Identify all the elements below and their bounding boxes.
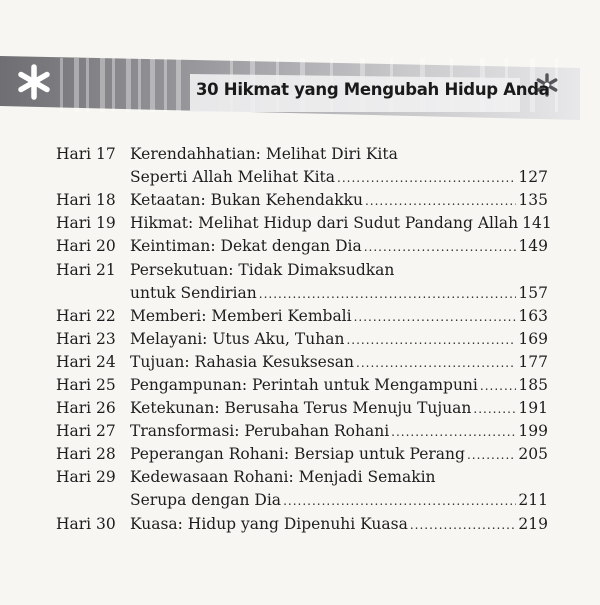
toc-title-line: [130, 235, 548, 257]
page-header-title: 30 Hikmat yang Mengubah Hidup Anda: [196, 80, 550, 99]
toc-title-text: Peperangan Rohani: Bersiap untuk Perang: [130, 445, 465, 464]
dot-leader: [356, 352, 516, 374]
toc-title-text: Pengampunan: Perintah untuk Mengampuni: [130, 376, 478, 394]
toc-page-number: 169: [518, 329, 548, 348]
toc-title-line: [130, 166, 548, 188]
toc-title-text: Transformasi: Perubahan Rohani: [130, 422, 390, 441]
toc-title-line: [130, 374, 548, 396]
toc-page-number: 177: [518, 352, 548, 371]
toc-title-line: [130, 513, 548, 535]
dot-leader: [467, 444, 516, 466]
toc-day-label: Hari 27: [56, 422, 116, 441]
toc-page-number: 163: [518, 306, 548, 325]
toc-day-label: Hari 28: [56, 445, 116, 464]
toc-title-text: untuk Sendirian: [130, 283, 257, 302]
toc-title-line: [130, 489, 548, 511]
dot-leader: [337, 167, 516, 189]
toc-day-label: Hari 24: [56, 352, 116, 371]
toc-day-label: Hari 30: [56, 514, 116, 533]
toc-day-label: Hari 20: [56, 237, 116, 256]
toc-day-label: Hari 19: [56, 214, 116, 233]
toc-page-number: 185: [518, 376, 548, 394]
toc-title-text: Kedewasaan Rohani: Menjadi Semakin: [130, 468, 436, 487]
dot-leader: [365, 190, 516, 212]
toc-page-number: 211: [518, 491, 548, 510]
toc-title-text: Hikmat: Melihat Hidup dari Sudut Pandang Allah: [130, 214, 519, 233]
toc-title-line: [130, 351, 548, 373]
toc-title-line: [130, 212, 552, 234]
toc-day-label: Hari 18: [56, 191, 116, 210]
toc-page-number: 127: [518, 168, 548, 187]
toc-title-line: [130, 305, 548, 327]
toc-page-number: 149: [518, 237, 548, 256]
toc-title-text: Serupa dengan Dia: [130, 491, 282, 510]
toc-page-number: 157: [518, 283, 548, 302]
dot-leader: [354, 306, 517, 328]
toc-day-label: Hari 23: [56, 329, 116, 348]
toc-day-label: Hari 25: [56, 376, 116, 394]
toc-title-text: Melayani: Utus Aku, Tuhan: [130, 329, 345, 348]
toc-day-label: Hari 17: [56, 145, 116, 163]
toc-title-line: [130, 420, 548, 442]
toc-title-line-continued: [130, 143, 548, 165]
dot-leader: [391, 421, 516, 443]
toc-day-label: Hari 21: [56, 260, 116, 279]
dot-leader: [346, 329, 516, 351]
dot-leader: [364, 236, 517, 258]
toc-day-label: Hari 26: [56, 399, 116, 418]
toc-title-text: Ketekunan: Berusaha Terus Menuju Tujuan: [130, 399, 472, 418]
toc-page-number: 199: [518, 422, 548, 441]
toc-page-number: 219: [518, 514, 548, 533]
dot-leader: [259, 283, 517, 305]
toc-day-label: Hari 29: [56, 468, 116, 487]
toc-page-number: 205: [518, 445, 548, 464]
toc-title-text: Kerendahhatian: Melihat Diri Kita: [130, 145, 398, 163]
toc-day-label: Hari 22: [56, 306, 116, 325]
toc-title-text: Persekutuan: Tidak Dimaksudkan: [130, 260, 395, 279]
toc-page-number: 141: [522, 214, 552, 233]
toc-title-line: [130, 189, 548, 211]
toc-page-number: 135: [518, 191, 548, 210]
toc-title-line: [130, 282, 548, 304]
toc-page-number: 191: [518, 399, 548, 418]
toc-title-line-continued: [130, 466, 548, 488]
toc-title-line: [130, 397, 548, 419]
toc-title-text: Tujuan: Rahasia Kesuksesan: [130, 352, 355, 371]
toc-title-line: [130, 328, 548, 350]
dot-leader: [410, 514, 517, 536]
toc-title-line-continued: [130, 259, 548, 281]
toc-title-text: Memberi: Memberi Kembali: [130, 306, 352, 325]
dot-leader: [473, 398, 516, 420]
dot-leader: [480, 375, 517, 397]
toc-title-text: Kuasa: Hidup yang Dipenuhi Kuasa: [130, 514, 408, 533]
toc-title-text: Keintiman: Dekat dengan Dia: [130, 237, 362, 256]
toc-title-text: Ketaatan: Bukan Kehendakku: [130, 191, 363, 210]
toc-title-text: Seperti Allah Melihat Kita: [130, 168, 336, 187]
toc-title-line: [130, 443, 548, 465]
dot-leader: [283, 490, 516, 512]
